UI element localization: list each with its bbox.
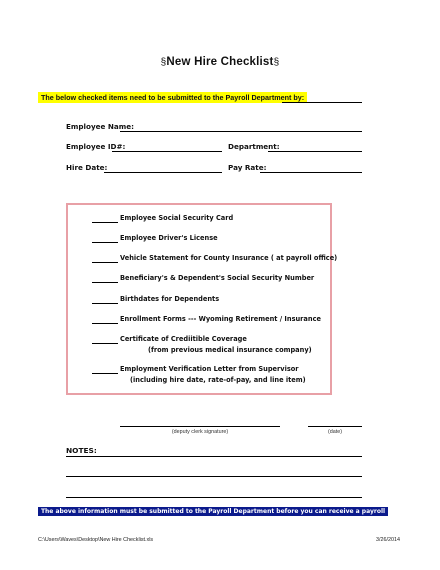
check-blank[interactable] bbox=[92, 282, 118, 283]
hire-date-field[interactable] bbox=[104, 172, 222, 173]
payroll-notice-banner: The above information must be submitted to the Payroll Department before you can receive a payroll check. bbox=[38, 507, 388, 516]
employee-name-field[interactable] bbox=[120, 131, 362, 132]
submit-by-date-line[interactable] bbox=[282, 102, 362, 103]
instruction-banner: The below checked items need to be submitted to the Payroll Department by: bbox=[38, 92, 307, 103]
checklist-item-sublabel: (from previous medical insurance company) bbox=[148, 346, 312, 354]
notes-label: NOTES: bbox=[66, 446, 97, 455]
employee-id-field[interactable] bbox=[112, 151, 222, 152]
department-field[interactable] bbox=[268, 151, 362, 152]
signature-caption: (deputy clerk signature) bbox=[171, 429, 229, 435]
checklist-item-label: Employee Social Security Card bbox=[120, 214, 234, 222]
checklist-item-label: Enrollment Forms --- Wyoming Retirement / Insurance bbox=[120, 315, 321, 323]
date-caption: (date) bbox=[327, 429, 343, 435]
notes-line-1[interactable] bbox=[66, 456, 362, 457]
check-blank[interactable] bbox=[92, 323, 118, 324]
check-blank[interactable] bbox=[92, 303, 118, 304]
employee-name-label: Employee Name: bbox=[66, 122, 134, 131]
hire-date-label: Hire Date: bbox=[66, 163, 108, 172]
pay-rate-field[interactable] bbox=[260, 172, 362, 173]
check-blank[interactable] bbox=[92, 343, 118, 344]
checklist-item-label: Certificate of Crediitible Coverage bbox=[120, 335, 247, 343]
notes-line-3[interactable] bbox=[66, 497, 362, 498]
title-mark-right: § bbox=[273, 57, 280, 68]
deputy-clerk-signature-line[interactable] bbox=[120, 426, 280, 427]
check-blank[interactable] bbox=[92, 222, 118, 223]
department-label: Department: bbox=[228, 142, 280, 151]
checklist-item-label: Birthdates for Dependents bbox=[120, 295, 220, 303]
check-blank[interactable] bbox=[92, 262, 118, 263]
footer-file-path: C:\Users\Waves\Desktop\New Hire Checklist.xls bbox=[38, 537, 154, 543]
page-title bbox=[0, 56, 440, 68]
footer-date: 3/26/2014 bbox=[376, 537, 400, 543]
checklist-item-label: Vehicle Statement for County Insurance ( at payroll office) bbox=[120, 254, 338, 262]
checklist-item-sublabel: (including hire date, rate-of-pay, and line item) bbox=[130, 376, 306, 384]
notes-line-2[interactable] bbox=[66, 476, 362, 477]
checklist-item-label: Employment Verification Letter from Supervisor bbox=[120, 365, 299, 373]
pay-rate-label: Pay Rate: bbox=[228, 163, 267, 172]
check-blank[interactable] bbox=[92, 373, 118, 374]
checklist-item-label: Employee Driver's License bbox=[120, 234, 218, 242]
employee-id-label: Employee ID#: bbox=[66, 142, 126, 151]
title-mark-left: § bbox=[160, 57, 167, 68]
checklist-item-label: Beneficiary's & Dependent's Social Security Number bbox=[120, 274, 315, 282]
title-text: New Hire Checklist bbox=[166, 56, 274, 68]
check-blank[interactable] bbox=[92, 242, 118, 243]
signature-date-line[interactable] bbox=[308, 426, 362, 427]
